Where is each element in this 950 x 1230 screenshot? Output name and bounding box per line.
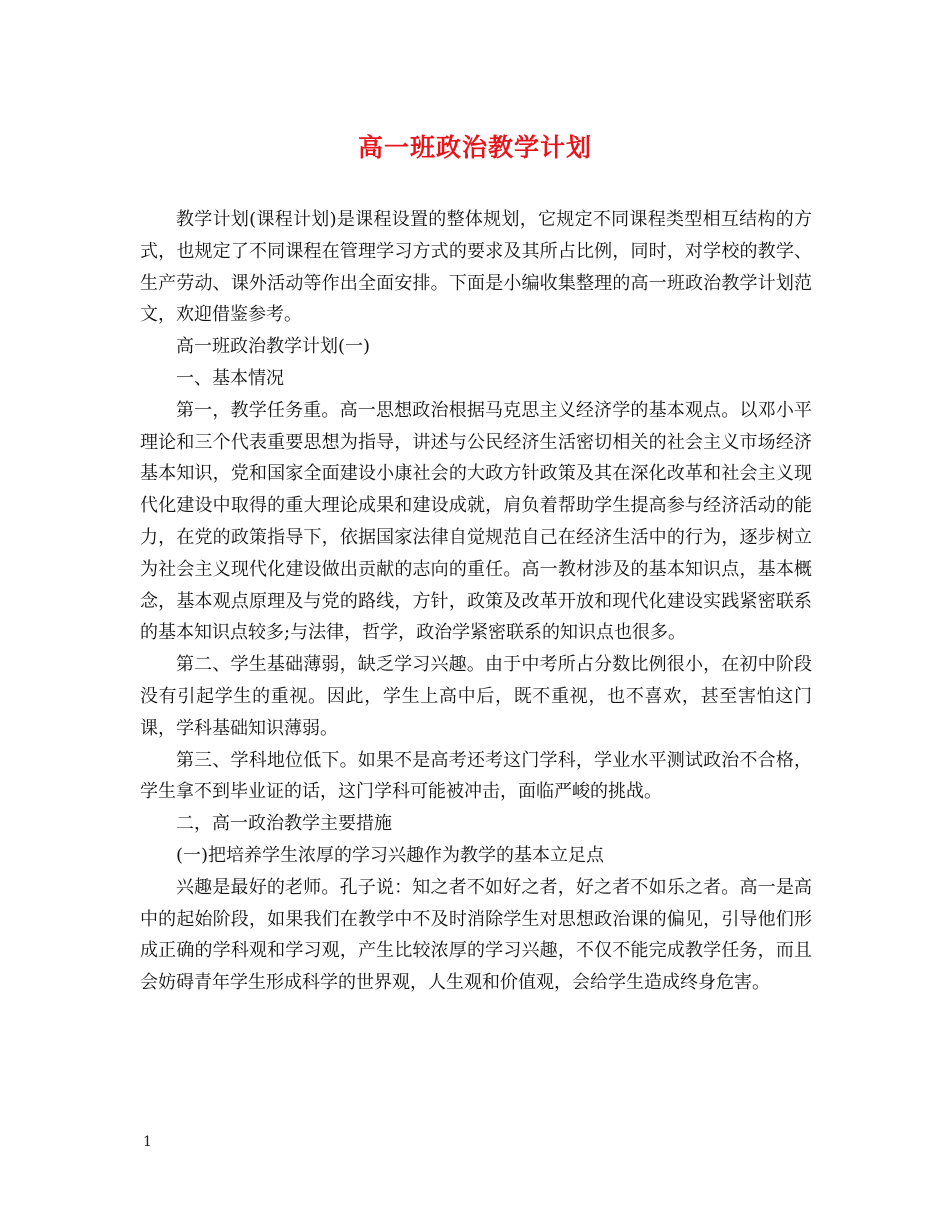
paragraph-first-point: 第一，教学任务重。高一思想政治根据马克思主义经济学的基本观点。以邓小平理论和三个代表重要思想为指导，讲述与公民经济生活密切相关的社会主义市场经济基本知识，党和国家全面建设小康社会的大政方针政策及其在深化改革和社会主义现代化建设中取得的重大理论成果和建设成就，肩负着帮助学生提高参与经济活动的能力，在党的政策指导下，依据国家法律自觉规范自己在经济生活中的行为，逐步树立为社会主义现代化建设做出贡献的志向的重任。高一教材涉及的基本知识点，基本概念，基本观点原理及与党的路线，方针，政策及改革开放和现代化建设实践紧密联系的基本知识点较多;与法律，哲学，政治学紧密联系的知识点也很多。 — [140, 399, 812, 644]
paragraph-subsection-one-heading: (一)把培养学生浓厚的学习兴趣作为教学的基本立足点 — [176, 844, 605, 866]
paragraph-second-point: 第二、学生基础薄弱，缺乏学习兴趣。由于中考所占分数比例很小，在初中阶段没有引起学生的重视。因此，学生上高中后，既不重视，也不喜欢，甚至害怕这门课，学科基础知识薄弱。 — [140, 654, 812, 739]
paragraph-interest: 兴趣是最好的老师。孔子说：知之者不如好之者，好之者不如乐之者。高一是高中的起始阶段，如果我们在教学中不及时消除学生对思想政治课的偏见，引导他们形成正确的学科观和学习观，产生比较浓厚的学习兴趣，不仅不能完成教学任务，而且会妨碍青年学生形成科学的世界观，人生观和价值观，会给学生造成终身危害。 — [140, 876, 812, 994]
page-number: 1 — [143, 1134, 152, 1150]
paragraph-intro: 教学计划(课程计划)是课程设置的整体规划，它规定不同课程类型相互结构的方式，也规定了不同课程在管理学习方式的要求及其所占比例，同时，对学校的教学、生产劳动、课外活动等作出全面安排。下面是小编收集整理的高一班政治教学计划范文，欢迎借鉴参考。 — [140, 209, 812, 326]
paragraph-section-two-heading: 二，高一政治教学主要措施 — [176, 813, 392, 835]
paragraph-plan-heading: 高一班政治教学计划(一) — [176, 336, 371, 358]
document-body — [140, 204, 812, 999]
paragraph-section-one-heading: 一、基本情况 — [176, 367, 284, 389]
paragraph-third-point: 第三、学科地位低下。如果不是高考还考这门学科，学业水平测试政治不合格，学生拿不到毕业证的话，这门学科可能被冲击，面临严峻的挑战。 — [140, 749, 812, 803]
page-title: 高一班政治教学计划 — [357, 133, 592, 162]
